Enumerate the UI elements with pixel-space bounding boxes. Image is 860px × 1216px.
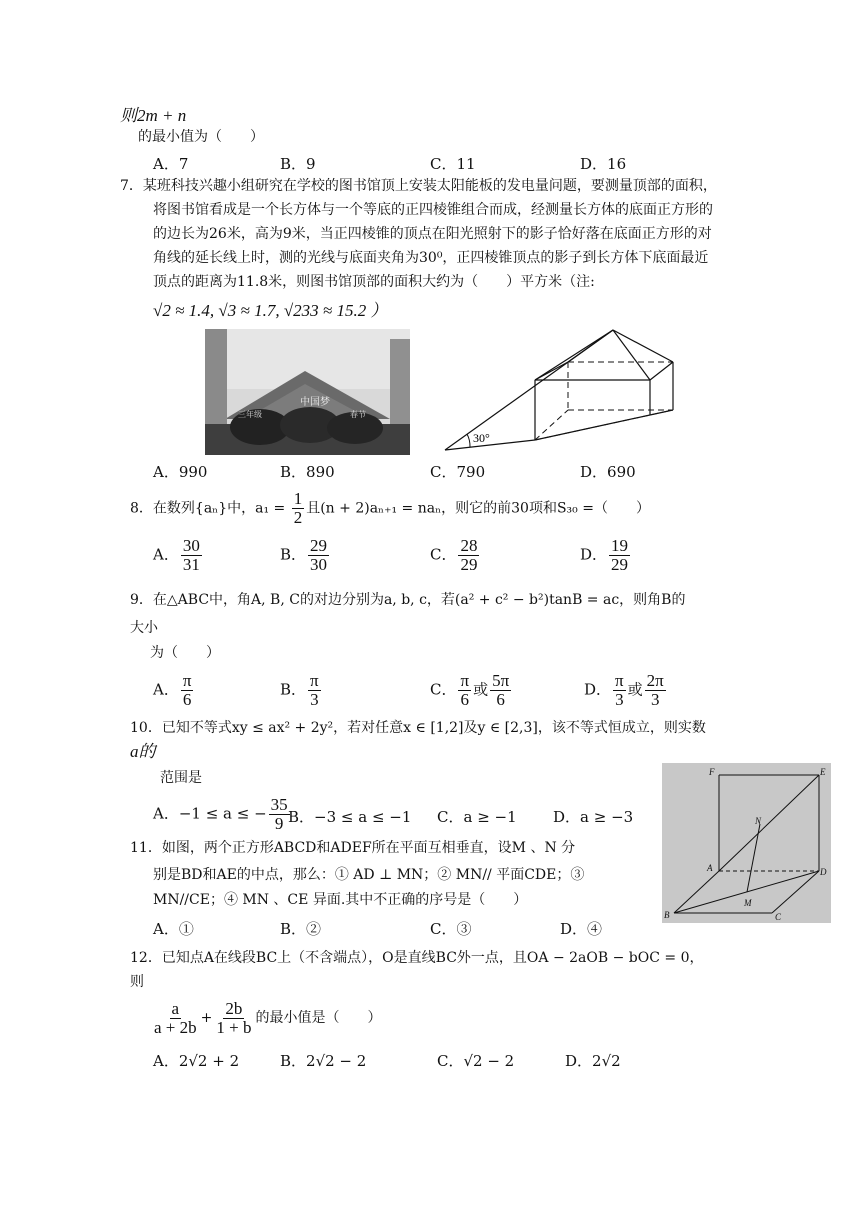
q9-option-a-den: 6	[182, 690, 192, 709]
q9-option-c-num-1: π	[460, 671, 470, 690]
q9-option-b	[280, 672, 323, 709]
q9-option-c-den-1: 6	[460, 690, 470, 709]
q7-line-5: 顶点的距离为11.8米，则图书馆顶部的面积大约为（ ）平方米（注:	[153, 274, 595, 290]
point-m-label: M	[744, 898, 752, 908]
q6-expression: 则2m + n	[120, 106, 187, 125]
q12-line-2: 则	[130, 974, 144, 990]
q9-line-1: 9．在△ABC中，角A, B, C的对边分别为a, b, c，若(a² + c² − b²)tanB = ac，则角B的	[130, 592, 686, 608]
q12-fraction-2-num: 2b	[225, 998, 243, 1018]
q8-option-d-label: D．	[580, 545, 608, 564]
q7-option-b: B．890	[280, 463, 335, 481]
point-d-label: D	[820, 867, 827, 877]
q8-option-a	[153, 537, 204, 574]
q6-option-a: A．7	[153, 155, 189, 173]
q12-fraction-1-num: a	[171, 998, 180, 1018]
q7-option-d: D．690	[580, 463, 636, 481]
q9-option-b-label: B．	[280, 680, 307, 699]
q7-option-a: A．990	[153, 463, 208, 481]
q10-option-a-expr: A．−1 ≤ a ≤ −	[153, 804, 267, 823]
library-photo	[205, 329, 410, 455]
point-e-label: E	[820, 767, 826, 777]
q11-line-1: 11．如图，两个正方形ABCD和ADEF所在平面互相垂直，设M 、N 分	[130, 840, 576, 856]
q10-option-a-fraction	[269, 796, 290, 833]
q8-option-d-fraction	[609, 537, 630, 574]
point-b-label: B	[664, 910, 670, 920]
q12-option-b: B．2√2 − 2	[280, 1052, 367, 1070]
q8-a1-fraction	[292, 490, 305, 527]
q9-option-d-num-2: 2π	[646, 671, 664, 690]
q8-option-b-num: 29	[310, 536, 328, 555]
q9-line-2: 大小	[130, 620, 158, 636]
q8-option-c-fraction	[458, 537, 479, 574]
q10-option-a	[153, 796, 292, 833]
q9-option-c-den-2: 6	[496, 690, 505, 709]
q6-question-tail: 的最小值为（ ）	[138, 129, 264, 145]
q7-line-4: 角线的延长线上时，测的光线与底面夹角为30⁰，正四棱锥顶点的影子到长方体下底面最近	[153, 250, 709, 266]
q12-fraction-1-den: a + 2b	[154, 1017, 197, 1037]
q8-option-b	[280, 537, 331, 574]
q7-line-3: 的边长为26米，高为9米，当正四棱锥的顶点在阳光照射下的影子恰好落在底面正方形的对	[153, 226, 712, 242]
q12-fraction-1	[152, 1000, 199, 1037]
q9-option-c-label: C．	[430, 680, 457, 699]
q12-option-c: C．√2 − 2	[437, 1052, 515, 1070]
q6-option-b: B．9	[280, 155, 316, 173]
q8-option-a-label: A．	[153, 545, 179, 564]
q12-line-1: 12．已知点A在线段BC上（不含端点），O是直线BC外一点，且OA − 2aOB − bOC = 0，	[130, 950, 704, 966]
q12-fraction-2	[214, 1000, 253, 1037]
q12-fraction-2-den: 1 + b	[216, 1017, 252, 1037]
q8-option-c-den: 29	[460, 555, 478, 574]
q12-tail: 的最小值是（ ）	[255, 1010, 382, 1026]
q9-option-c	[430, 672, 513, 709]
point-a-label: A	[707, 863, 713, 873]
q10-option-c: C．a ≥ −1	[437, 808, 517, 826]
q8-option-d	[580, 537, 632, 574]
q11-option-d: D．④	[560, 920, 603, 938]
q10-option-b: B．−3 ≤ a ≤ −1	[288, 808, 412, 826]
q8-option-b-label: B．	[280, 545, 307, 564]
q9-option-c-or: 或	[473, 680, 489, 699]
q9-option-d-den-1: 3	[615, 690, 624, 709]
roof-diagram	[440, 320, 690, 455]
q12-option-a: A．2√2 + 2	[153, 1052, 240, 1070]
point-c-label: C	[775, 912, 782, 922]
q8-option-b-den: 30	[310, 555, 328, 574]
q11-line-3: MN//CE；④ MN 、CE 异面.其中不正确的序号是（ ）	[153, 892, 528, 908]
photo-label-2: 三年级	[238, 410, 262, 419]
q9-option-d-label: D．	[584, 680, 612, 699]
q9-option-a-fraction	[181, 672, 194, 709]
q9-option-c-num-2: 5π	[492, 671, 510, 690]
point-f-label: F	[709, 767, 715, 777]
q9-option-d-fraction-1	[613, 672, 626, 709]
q7-sqrt-note: √2 ≈ 1.4, √3 ≈ 1.7, √233 ≈ 15.2 ）	[153, 301, 388, 320]
q8-option-d-den: 29	[611, 555, 629, 574]
q8-a1-den: 2	[293, 508, 303, 527]
q8-option-a-den: 31	[182, 555, 200, 574]
q10-option-d: D．a ≥ −3	[553, 808, 634, 826]
q10-line-1: 10．已知不等式xy ≤ ax² + 2y²，若对任意x ∈ [1,2]及y ∈ [2,3]，该不等式恒成立，则实数	[130, 720, 706, 736]
q8-option-c-num: 28	[460, 536, 478, 555]
q8-option-c-label: C．	[430, 545, 457, 564]
q12-expression	[150, 998, 381, 1038]
q8-stem-a: 8．在数列{aₙ}中，a₁ =	[130, 500, 290, 517]
q9-option-a	[153, 672, 195, 709]
q8-a1-num: 1	[293, 489, 303, 508]
q10-line-2: a的	[130, 742, 156, 761]
photo-label-3: 春节	[350, 410, 366, 419]
q10-option-a-num: 35	[270, 795, 288, 814]
q8-stem-b: 且(n + 2)aₙ₊₁ = naₙ，则它的前30项和S₃₀ =（ ）	[306, 500, 650, 517]
q9-option-a-label: A．	[153, 680, 179, 699]
q7-option-c: C．790	[430, 463, 486, 481]
photo-label-1: 中国梦	[300, 397, 330, 408]
q11-option-c: C．③	[430, 920, 472, 938]
q9-option-d-num-1: π	[615, 671, 624, 690]
q9-option-b-fraction	[308, 672, 321, 709]
q8-stem	[130, 490, 650, 527]
q6-option-c: C．11	[430, 155, 476, 173]
q12-option-d: D．2√2	[565, 1052, 621, 1070]
q9-option-d-den-2: 3	[650, 690, 660, 709]
q9-option-b-den: 3	[310, 690, 319, 709]
q9-option-d	[584, 672, 668, 709]
q8-option-b-fraction	[308, 537, 329, 574]
q9-option-d-fraction-2	[645, 672, 666, 709]
q10-option-a-den: 9	[274, 814, 284, 833]
q9-line-3: 为（ ）	[150, 645, 220, 661]
q8-option-d-num: 19	[611, 536, 629, 555]
point-n-label: N	[755, 816, 762, 826]
q7-line-1: 7．某班科技兴趣小组研究在学校的图书馆顶上安装太阳能板的发电量问题，要测量顶部的面积，	[120, 178, 717, 194]
q12-plus: +	[200, 1010, 213, 1026]
q7-line-2: 将图书馆看成是一个长方体与一个等底的正四棱锥组合而成，经测量长方体的底面正方形的	[153, 202, 713, 218]
q9-option-b-num: π	[310, 671, 319, 690]
q9-option-c-fraction-1	[458, 672, 471, 709]
q11-option-b: B．②	[280, 920, 322, 938]
q9-option-a-num: π	[182, 671, 192, 690]
q8-option-a-num: 30	[182, 536, 200, 555]
q11-option-a: A．①	[153, 920, 194, 938]
angle-label: 30°	[473, 431, 490, 445]
q11-figure	[662, 763, 831, 923]
q10-line-3: 范围是	[160, 770, 202, 786]
q8-option-c	[430, 537, 481, 574]
q9-option-d-or: 或	[627, 680, 643, 699]
q6-option-d: D．16	[580, 155, 627, 173]
q8-option-a-fraction	[181, 537, 202, 574]
q11-line-2: 别是BD和AE的中点，那么：① AD ⊥ MN；② MN// 平面CDE；③	[153, 867, 585, 883]
q9-option-c-fraction-2	[490, 672, 511, 709]
